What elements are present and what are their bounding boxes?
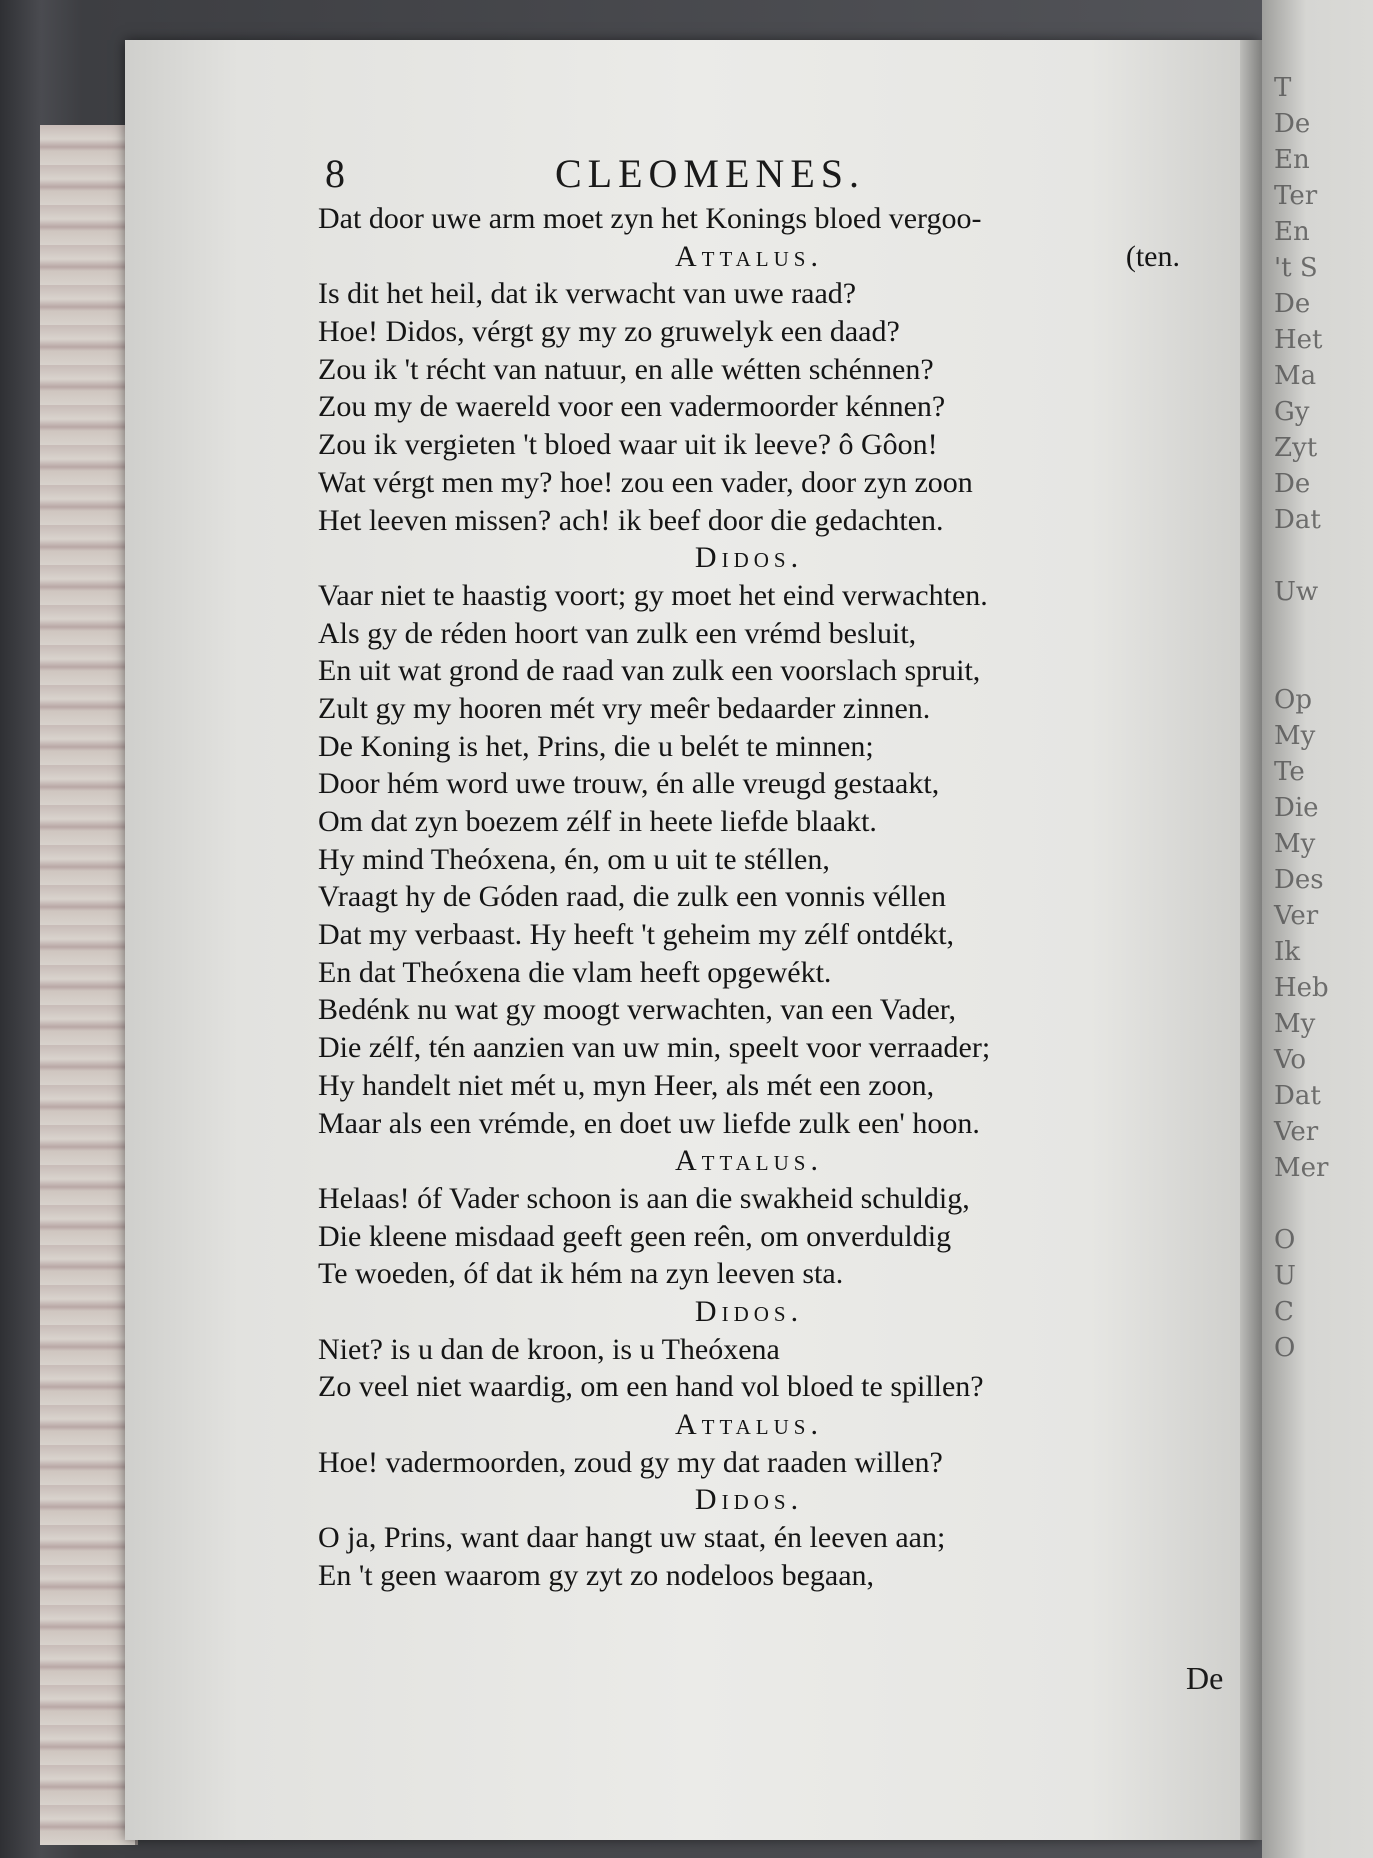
right-page-line bbox=[1274, 646, 1373, 682]
running-title: CLEOMENES. bbox=[555, 151, 865, 196]
right-page-line: O bbox=[1274, 1333, 1296, 1363]
verse-line: Hoe! vadermoorden, zoud gy my dat raaden willen? bbox=[318, 1445, 943, 1479]
right-page-line: C bbox=[1274, 1297, 1294, 1327]
right-page-line: Ver bbox=[1274, 901, 1319, 931]
verse-line: Vaar niet te haastig voort; gy moet het eind verwachten. bbox=[318, 578, 988, 612]
right-page-line: Mer bbox=[1274, 1153, 1329, 1183]
right-page-partial bbox=[1262, 0, 1373, 1858]
right-page-line: Ter bbox=[1274, 181, 1318, 211]
verse-line: Te woeden, óf dat ik hém na zyn leeven sta. bbox=[318, 1257, 844, 1291]
verse-line: Is dit het heil, dat ik verwacht van uwe raad? bbox=[318, 277, 857, 311]
verse-line: Hoe! Didos, vérgt gy my zo gruwelyk een daad? bbox=[318, 315, 900, 349]
right-page-text bbox=[1274, 70, 1373, 1366]
verse-line: Zou my de waereld voor een vadermoorder kénnen? bbox=[318, 390, 946, 424]
book-page-edges bbox=[40, 125, 138, 1845]
verse-line: Hy handelt niet mét u, myn Heer, als mét een zoon, bbox=[318, 1068, 935, 1102]
right-page-line: Heb bbox=[1274, 973, 1329, 1003]
right-page-line: Die bbox=[1274, 793, 1319, 823]
right-page-line: De bbox=[1274, 469, 1311, 499]
right-page-line: De bbox=[1274, 109, 1311, 139]
right-page-line: Het bbox=[1274, 325, 1323, 355]
right-page-line: De bbox=[1274, 289, 1311, 319]
verse-line: De Koning is het, Prins, die u belét te minnen; bbox=[318, 729, 874, 763]
page-number: 8 bbox=[325, 151, 351, 196]
verse-line: Zou ik 't récht van natuur, en alle wétten schénnen? bbox=[318, 352, 934, 386]
speaker-heading: Attalus. bbox=[675, 1144, 823, 1178]
right-page-line: My bbox=[1274, 1009, 1316, 1039]
verse-line: Die zélf, tén aanzien van uw min, speelt voor verraader; bbox=[318, 1031, 991, 1065]
speaker-name: Attalus. bbox=[675, 239, 823, 273]
verse-line: Als gy de réden hoort van zulk een vrémd besluit, bbox=[318, 616, 917, 650]
right-page-line: 't S bbox=[1274, 253, 1318, 283]
verse-line: Helaas! óf Vader schoon is aan die swakheid schuldig, bbox=[318, 1181, 970, 1215]
verse-line: En dat Theóxena die vlam heeft opgewékt. bbox=[318, 955, 832, 989]
verse-line: Hy mind Theóxena, én, om u uit te stéllen, bbox=[318, 842, 830, 876]
verse-line: Wat vérgt men my? hoe! zou een vader, door zyn zoon bbox=[318, 465, 973, 499]
right-page-line: My bbox=[1274, 829, 1316, 859]
right-page-line: Op bbox=[1274, 685, 1312, 715]
speaker-heading: Attalus. bbox=[675, 1408, 823, 1441]
right-page-line bbox=[1274, 1186, 1373, 1222]
right-page-line: Uw bbox=[1274, 577, 1319, 607]
verse-line: En 't geen waarom gy zyt zo nodeloos begaan, bbox=[318, 1558, 875, 1592]
speaker-heading bbox=[318, 238, 1180, 276]
running-head bbox=[325, 150, 1165, 198]
speaker-heading: Didos. bbox=[694, 541, 804, 575]
verse-line: Niet? is u dan de kroon, is u Theóxena bbox=[318, 1332, 780, 1366]
right-page-line: My bbox=[1274, 721, 1316, 751]
right-page-line: Ik bbox=[1274, 937, 1301, 967]
verse-line: Dat door uwe arm moet zyn het Konings bloed vergoo- bbox=[318, 202, 982, 235]
verse-line: Zult gy my hooren mét vry meêr bedaarder zinnen. bbox=[318, 691, 931, 725]
verse-line: Om dat zyn boezem zélf in heete liefde blaakt. bbox=[318, 805, 877, 838]
line-turnover: (ten. bbox=[1125, 239, 1180, 273]
verse-line: Die kleene misdaad geeft geen reên, om onverduldig bbox=[318, 1219, 952, 1253]
speaker-heading: Didos. bbox=[694, 1483, 804, 1517]
verse-line: Zou ik vergieten 't bloed waar uit ik leeve? ô Gôon! bbox=[318, 428, 938, 462]
verse-line: Maar als een vrémde, en doet uw liefde zulk een' hoon. bbox=[318, 1106, 980, 1140]
catchword: De bbox=[1186, 1660, 1224, 1696]
right-page-line: Zyt bbox=[1274, 433, 1318, 463]
verse-text-block bbox=[318, 200, 1180, 1594]
right-page-line: Des bbox=[1274, 865, 1324, 895]
verse-line: Vraagt hy de Góden raad, die zulk een vonnis véllen bbox=[318, 880, 946, 914]
right-page-line: Dat bbox=[1274, 505, 1321, 535]
right-page-line: Vo bbox=[1274, 1045, 1307, 1075]
verse-line: Zo veel niet waardig, om een hand vol bloed te spillen? bbox=[318, 1370, 984, 1404]
right-page-line bbox=[1274, 610, 1373, 646]
verse-line: Dat my verbaast. Hy heeft 't geheim my zélf ontdékt, bbox=[318, 918, 955, 952]
right-page-line: En bbox=[1274, 217, 1310, 247]
verse-line: O ja, Prins, want daar hangt uw staat, én leeven aan; bbox=[318, 1521, 946, 1555]
right-page-line: Te bbox=[1274, 757, 1305, 787]
right-page-line: O bbox=[1274, 1225, 1296, 1255]
right-page-line: Gy bbox=[1274, 397, 1310, 427]
right-page-line bbox=[1274, 538, 1373, 574]
verse-line: En uit wat grond de raad van zulk een voorslach spruit, bbox=[318, 654, 981, 688]
right-page-line: Ma bbox=[1274, 361, 1317, 391]
right-page-line: Ver bbox=[1274, 1117, 1319, 1147]
verse-line: Bedénk nu wat gy moogt verwachten, van een Vader, bbox=[318, 993, 957, 1027]
verse-line: Het leeven missen? ach! ik beef door die gedachten. bbox=[318, 503, 944, 537]
right-page-line: U bbox=[1274, 1261, 1296, 1291]
speaker-heading: Didos. bbox=[694, 1294, 804, 1328]
right-page-line: T bbox=[1274, 73, 1292, 103]
verse-line: Door hém word uwe trouw, én alle vreugd gestaakt, bbox=[318, 767, 940, 801]
right-page-line: Dat bbox=[1274, 1081, 1321, 1111]
right-page-line: En bbox=[1274, 145, 1310, 175]
